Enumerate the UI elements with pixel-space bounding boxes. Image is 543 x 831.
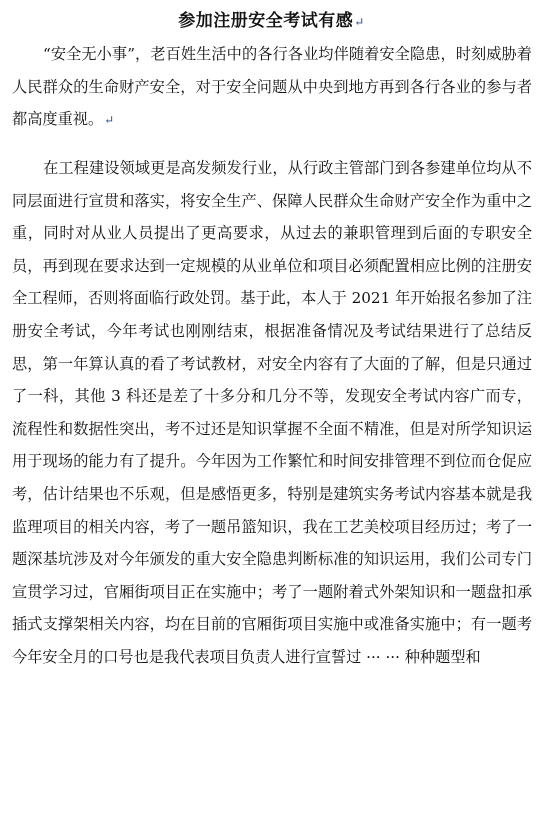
paragraph-mark-icon: ↵ bbox=[354, 15, 365, 29]
paragraph-2 bbox=[12, 152, 532, 674]
paragraph-mark-icon: ↵ bbox=[104, 113, 115, 128]
document-title bbox=[0, 6, 543, 31]
paragraph-2-text: 在工程建设领域更是高发频发行业，从行政主管部门到各参建单位均从不同层面进行宣贯和落实，将安全生产、保障人民群众生命财产安全作为重中之重，同时对从业人员提出了更高要求，从过去的兼职管理到后面的专职安全员，再到现在要求达到一定规模的从业单位和项目必须配置相应比例的注册安全工程师，否则将面临行政处罚。基于此，本人于 2021 年开始报名参加了注册安全考试，今年考试也刚刚结束，根据准备情况及考试结果进行了总结反思，第一年算认真的看了考试教材，对安全内容有了大面的了解，但是只通过了一科，其他 3 科还是差了十多分和几分不等，发现安全考试内容广而专，流程性和数据性突出，考不过还是知识掌握不全面不精准，但是对所学知识运用于现场的能力有了提升。今年因为工作繁忙和时间安排管理不到位而仓促应考，估计结果也不乐观，但是感悟更多，特别是建筑实务考试内容基本就是我监理项目的相关内容，考了一题吊篮知识，我在工艺美校项目经历过；考了一题深基坑涉及对今年颁发的重大安全隐患判断标准的知识运用，我们公司专门宣贯学习过，官厢街项目正在实施中；考了一题附着式外架知识和一题盘扣承插式支撑架相关内容，均在目前的官厢街项目实施中或准备实施中；有一题考今年安全月的口号也是我代表项目负责人进行宣誓过 ··· ··· 种种题型和 bbox=[12, 159, 532, 666]
title-text: 参加注册安全考试有感 bbox=[178, 11, 354, 31]
paragraph-1 bbox=[12, 38, 532, 137]
paragraph-1-text: “安全无小事”，老百姓生活中的各行各业均伴随着安全隐患，时刻威胁着人民群众的生命财产安全，对于安全问题从中央到地方再到各行各业的参与者都高度重视。 bbox=[12, 45, 532, 129]
